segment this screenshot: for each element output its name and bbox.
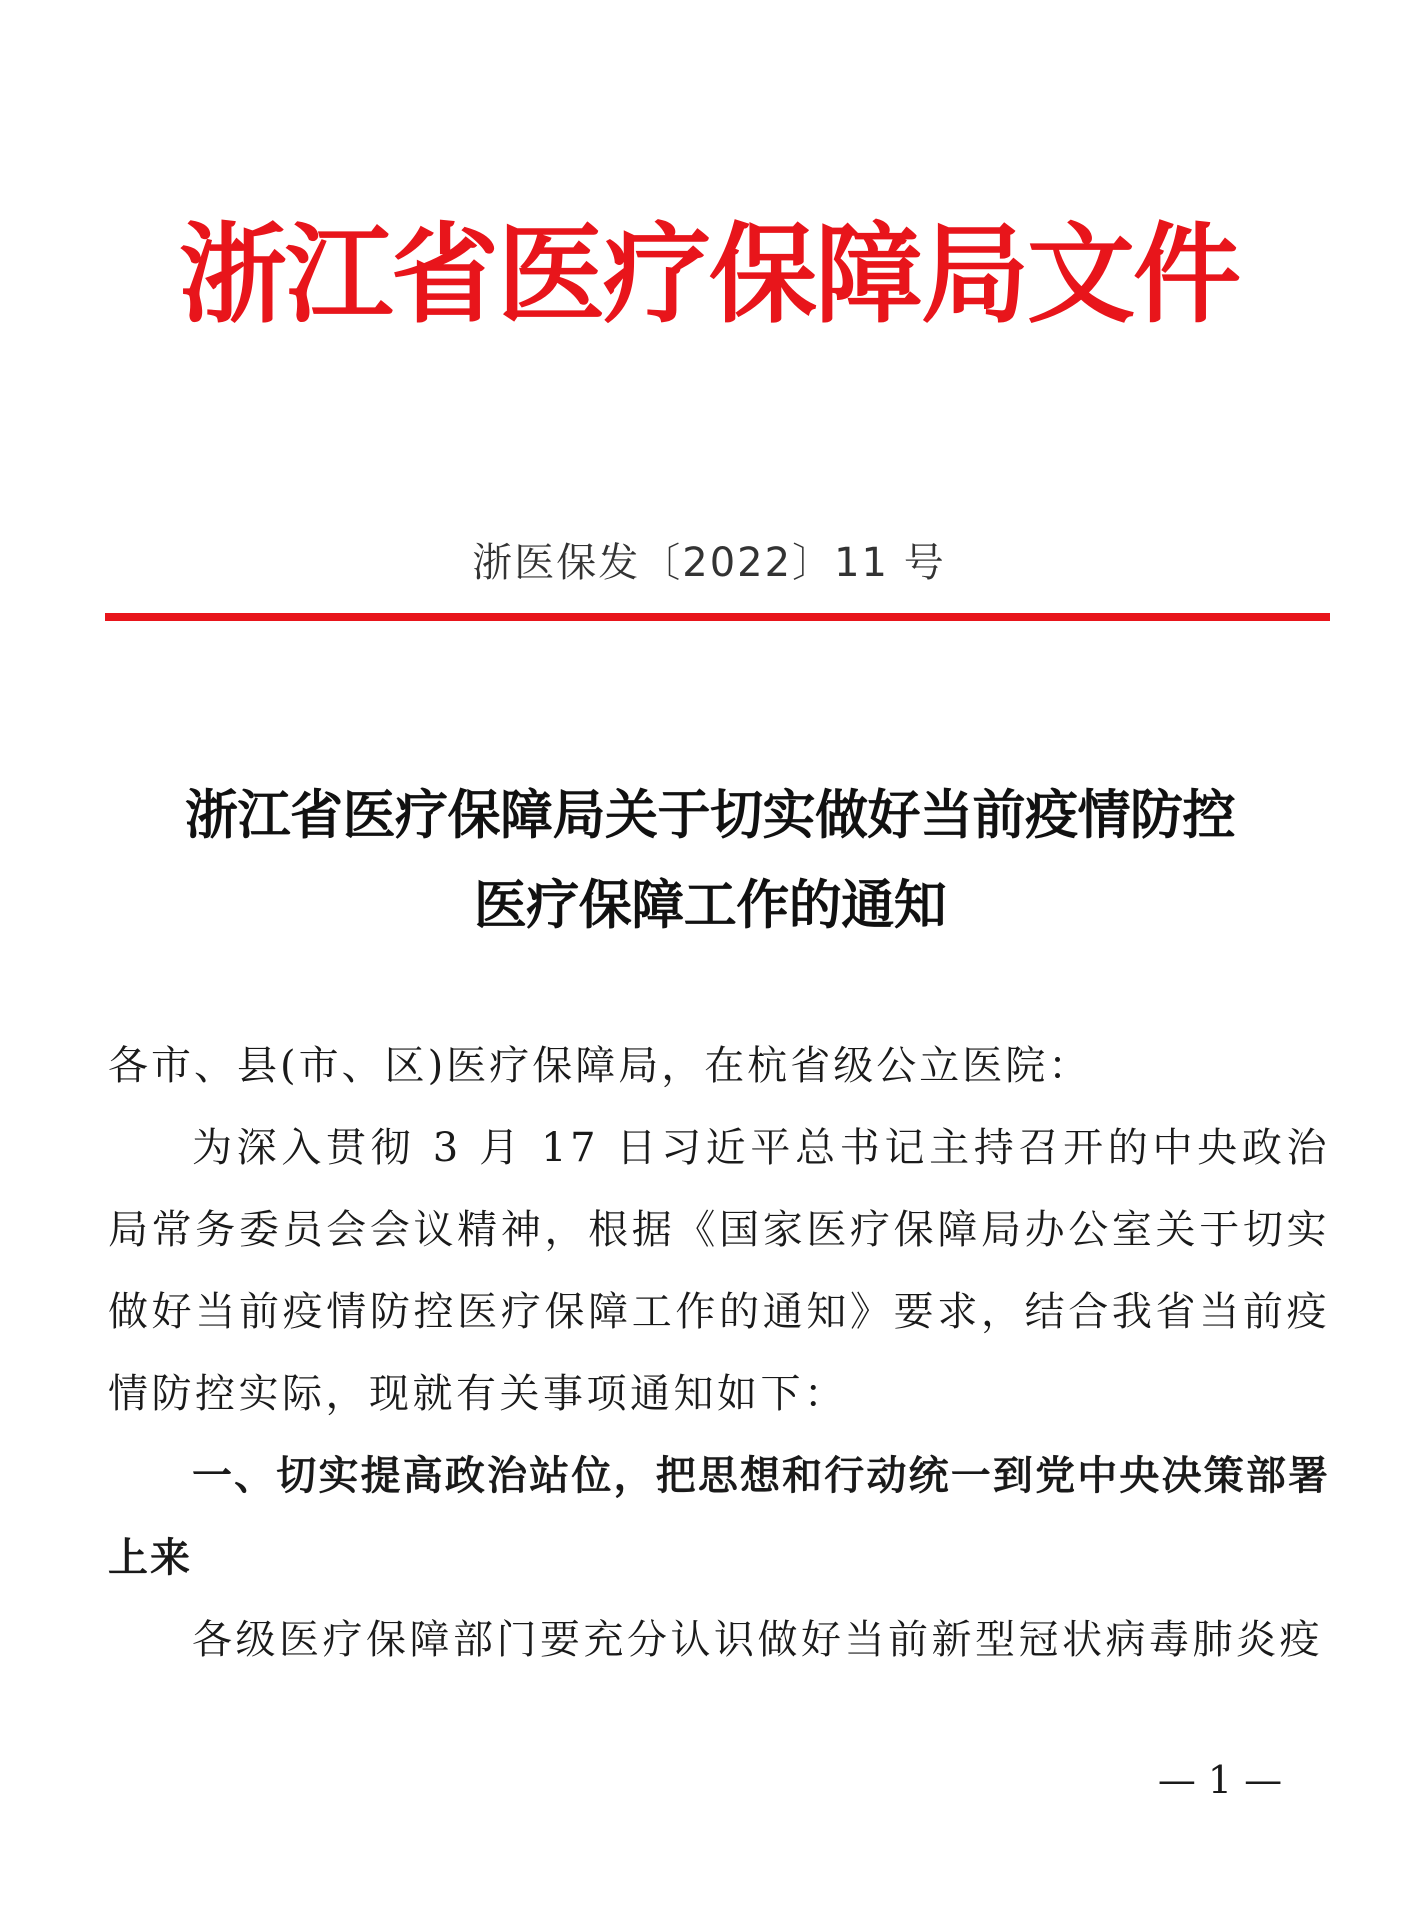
section-heading-1: 一、切实提高政治站位，把思想和行动统一到党中央决策部署上来 xyxy=(108,1453,1330,1581)
body-paragraph-1: 为深入贯彻 3 月 17 日习近平总书记主持召开的中央政治局常务委员会会议精神，根据《国家医疗保障局办公室关于切实做好当前疫情防控医疗保障工作的通知》要求，结合我省当前疫情防控实际，现就有关事项通知如下： xyxy=(108,1125,1330,1417)
document-title-line-2: 医疗保障工作的通知 xyxy=(473,874,947,936)
document-title-line-1: 浙江省医疗保障局关于切实做好当前疫情防控 xyxy=(185,784,1235,846)
document-title xyxy=(90,770,1330,950)
red-divider-line xyxy=(105,613,1330,621)
page-number: — 1 — xyxy=(1157,1758,1283,1802)
salutation: 各市、县(市、区)医疗保障局，在杭省级公立医院： xyxy=(108,1043,1092,1089)
masthead-title: 浙江省医疗保障局文件 xyxy=(178,212,1239,338)
body-paragraph-2: 各级医疗保障部门要充分认识做好当前新型冠状病毒肺炎疫 xyxy=(192,1617,1323,1663)
document-number: 浙医保发〔2022〕11 号 xyxy=(472,540,946,586)
document-body xyxy=(108,1025,1330,1681)
